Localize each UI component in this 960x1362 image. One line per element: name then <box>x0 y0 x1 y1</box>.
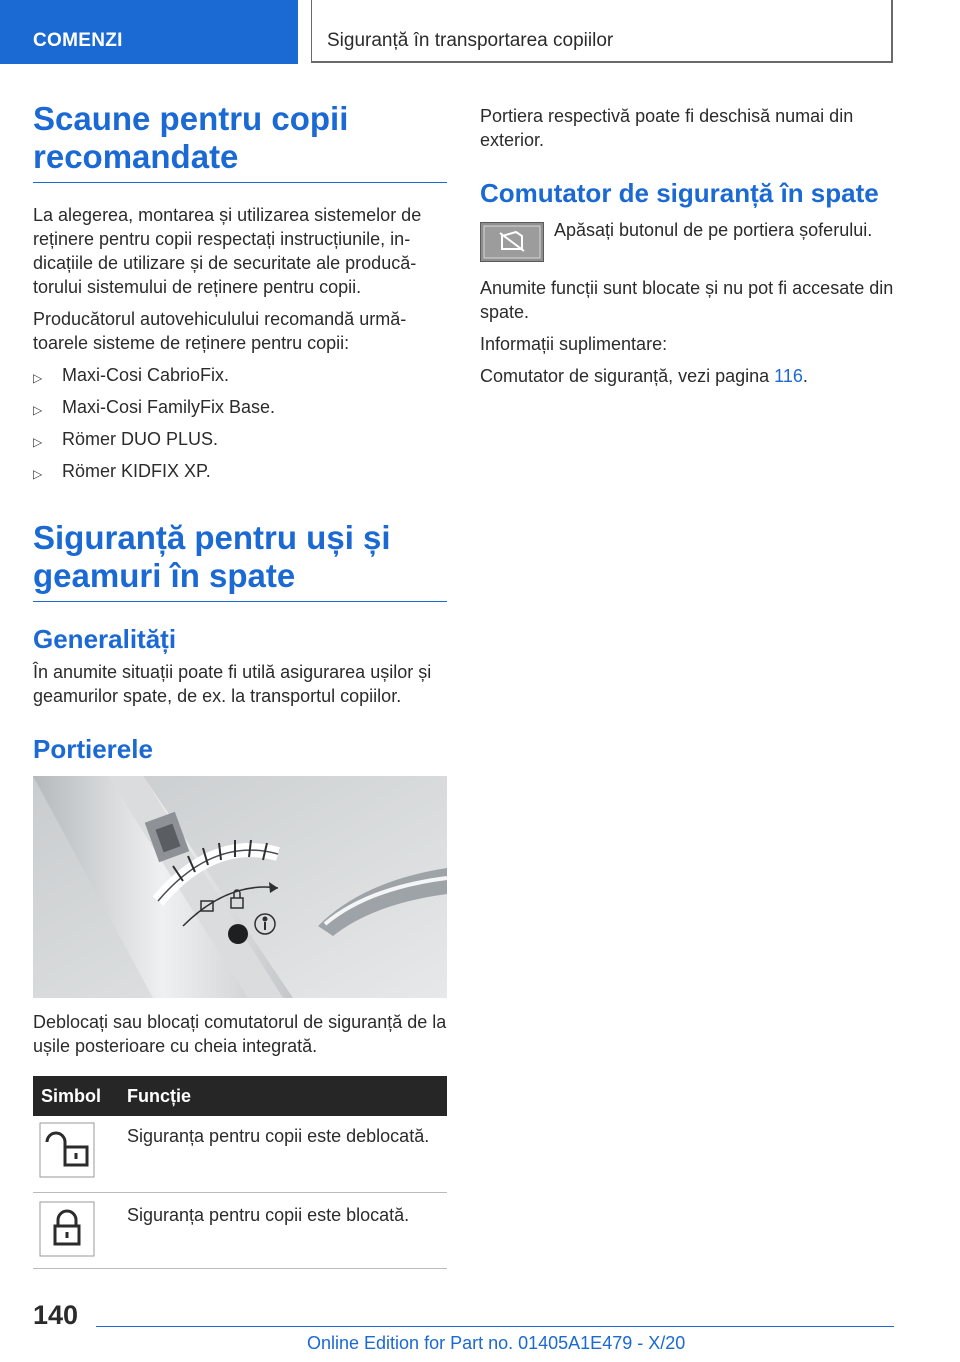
paragraph-instructions: La alegerea, montarea și utilizarea sistemelor de reținere pentru copii respectați instrucțiunile, in-dicațiile de utilizare și de securitate ale producă-torului sistemului de reținere pentru copii. <box>33 205 422 297</box>
photo-caption: Deblocați sau blocați comutatorul de siguranță de la ușile posterioare cu cheia integrată. <box>33 1012 447 1056</box>
page-number: 140 <box>33 1300 79 1330</box>
section-title: Siguranță în transportarea copiilor <box>327 30 614 51</box>
list-item <box>33 363 447 387</box>
switch-instruction: Apăsați butonul de pe portiera șoferului. <box>554 220 873 240</box>
triangle-bullet-icon: ▷ <box>33 403 43 417</box>
page-reference-link[interactable]: 116 <box>774 366 803 386</box>
left-column <box>33 100 447 1269</box>
heading-general: Generalități <box>33 624 177 654</box>
paragraph-additional-info: Informații suplimentare: <box>480 334 668 354</box>
list-item-text: Römer DUO PLUS. <box>62 429 219 449</box>
paragraph-reference <box>480 364 894 388</box>
heading-door-window-safety: Siguranță pentru uși și geamuri în spate <box>33 519 447 602</box>
section-header <box>311 0 893 63</box>
recommended-list <box>33 363 447 483</box>
heading-doors: Portierele <box>33 734 153 764</box>
triangle-bullet-icon: ▷ <box>33 371 43 385</box>
list-item-text: Maxi-Cosi CabrioFix. <box>62 365 230 385</box>
column-header-symbol: Simbol <box>33 1076 121 1116</box>
right-column <box>480 104 894 388</box>
paragraph-functions-blocked: Anumite funcții sunt blocate și nu pot fi accesate din spate. <box>480 278 894 322</box>
unlocked-padlock-icon <box>39 1122 95 1178</box>
paragraph-general: În anumite situații poate fi utilă asigurarea ușilor și geamurilor spate, de ex. la transportul copiilor. <box>33 662 432 706</box>
table-row <box>33 1192 447 1268</box>
list-item <box>33 459 447 483</box>
reference-text: Comutator de siguranță, vezi pagina <box>480 366 775 386</box>
footer-divider <box>96 1326 894 1327</box>
list-item <box>33 395 447 419</box>
paragraph-door-exterior: Portiera respectivă poate fi deschisă numai din exterior. <box>480 106 854 150</box>
chapter-label: COMENZI <box>33 30 123 51</box>
list-item-text: Römer KIDFIX XP. <box>62 461 211 481</box>
edition-note: Online Edition for Part no. 01405A1E479 - X/20 <box>307 1333 686 1353</box>
heading-recommended-seats: Scaune pentru copii recomandate <box>33 100 447 183</box>
list-item <box>33 427 447 451</box>
column-header-function: Funcție <box>121 1076 447 1116</box>
row-function-text: Siguranța pentru copii este blocată. <box>127 1204 410 1225</box>
paragraph-manufacturer: Producătorul autovehiculului recomandă urmă-toarele sisteme de reținere pentru copii: <box>33 309 407 353</box>
symbol-table <box>33 1076 447 1269</box>
triangle-bullet-icon: ▷ <box>33 467 43 481</box>
child-lock-photo <box>33 776 447 998</box>
window-lock-button-icon <box>480 222 544 262</box>
chapter-tab <box>0 0 298 64</box>
locked-padlock-icon <box>39 1201 95 1257</box>
row-function-text: Siguranța pentru copii este deblocată. <box>127 1126 430 1146</box>
reference-end: . <box>802 366 808 386</box>
triangle-bullet-icon: ▷ <box>33 435 43 449</box>
switch-instruction-row <box>480 222 894 264</box>
table-row <box>33 1116 447 1192</box>
heading-rear-safety-switch: Comutator de siguranță în spate <box>480 178 879 208</box>
list-item-text: Maxi-Cosi FamilyFix Base. <box>62 397 276 417</box>
